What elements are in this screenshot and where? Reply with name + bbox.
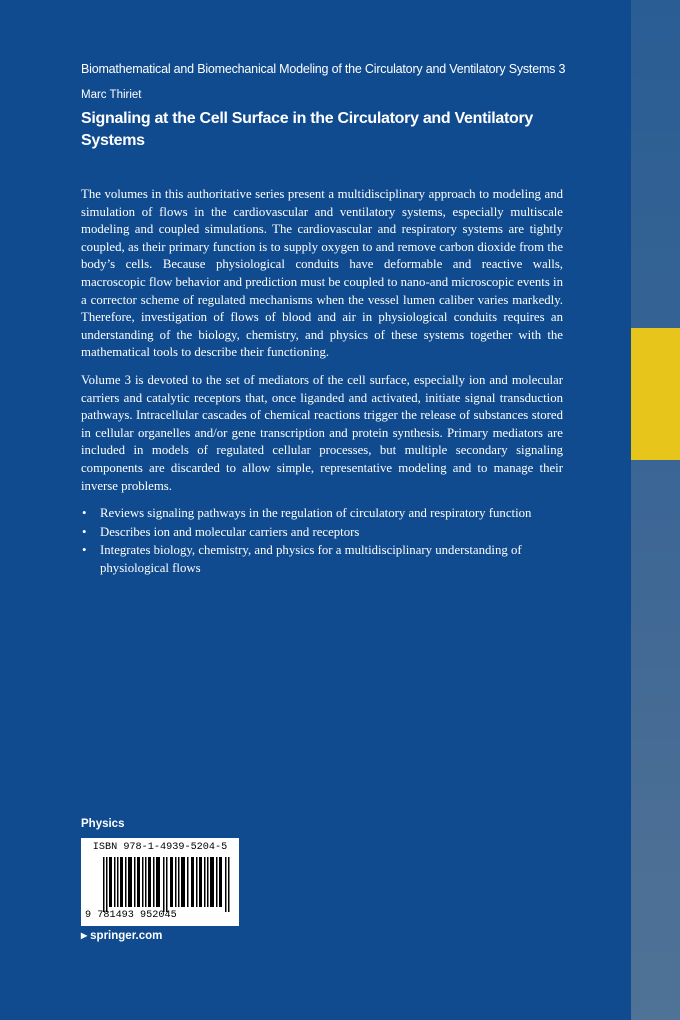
book-title: Signaling at the Cell Surface in the Circulatory and Ventilatory Systems [81,110,534,149]
blurb-paragraph: The volumes in this authoritative series present a multidisciplinary approach to modeling and simulation of flows in the cardiovascular and ventilatory systems, especially multiscale modeling and coupled simulations. The cardiovascular and respiratory systems are tightly coupled, as their primary function is to supply oxygen to and remove carbon dioxide from the body’s cells. Because physiological conduits have deformable and reactive walls, macroscopic flow behavior and prediction must be coupled to nano-and microscopic events in a corrector scheme of regulated mechanisms when the vessel lumen caliber varies markedly. Therefore, investigation of flows of blood and air in physiological conduits requires an understanding of the biology, chemistry, and physics of these systems together with the mathematical tools to describe their functioning. [81,187,563,360]
publisher-website [81,930,162,942]
isbn-barcode [81,838,239,926]
spine-color-band [631,328,680,460]
feature-bullet: • Reviews signaling pathways in the regulation of circulatory and respiratory function [100,505,563,523]
feature-list [81,505,563,577]
feature-bullet: • Integrates biology, chemistry, and physics for a multidisciplinary understanding of physiological flows [100,542,563,577]
feature-bullet: • Describes ion and molecular carriers and receptors [100,524,563,542]
blurb [81,186,563,578]
series-title: Biomathematical and Biomechanical Modeling of the Circulatory and Ventilatory Systems 3 [81,62,566,76]
spine-strip [631,0,680,1020]
isbn-text: ISBN 978-1-4939-5204-5 [92,842,228,853]
barcode-digits: 9 781493 952045 [85,910,177,921]
barcode-bars-icon [103,857,231,912]
triangle-arrow-icon: ▶ [81,931,88,940]
blurb-paragraph: Volume 3 is devoted to the set of mediators of the cell surface, especially ion and molecular carriers and catalytic receptors that, once liganded and activated, initiate signal transduction pathways. Intracellular cascades of chemical reactions trigger the release of substances stored in cellular organelles and/or gene transcription and protein synthesis. Primary mediators are included in models of regulated cellular processes, but multiple secondary signaling components are discarded to allow simple, representative modeling and to manage their inverse problems. [81,372,563,493]
publisher-website-label: springer.com [90,930,163,942]
author-name: Marc Thiriet [81,89,142,101]
subject-category: Physics [81,818,125,830]
